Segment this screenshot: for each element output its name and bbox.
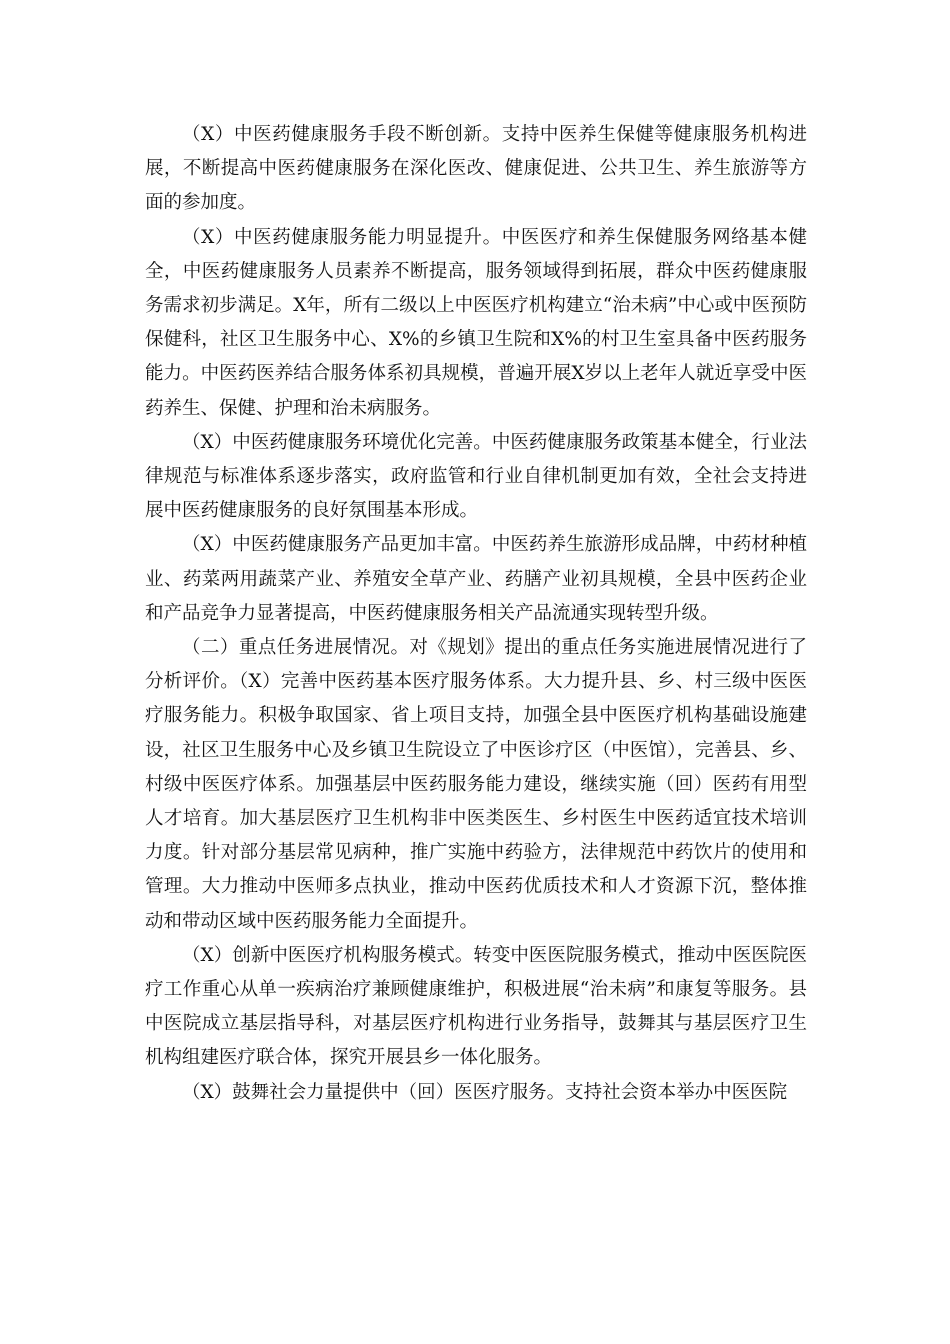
paragraph-service-products: （X）中医药健康服务产品更加丰富。中医药养生旅游形成品牌，中药材种植业、药菜两用蔬菜产业、养殖安全草产业、药膳产业初具规模，全县中医药企业和产品竞争力显著提高，中医药健康服务相关产品流通实现转型升级。 <box>145 534 807 624</box>
paragraph-service-model-innovation: （X）创新中医医疗机构服务模式。转变中医医院服务模式，推动中医医院医疗工作重心从单一疾病治疗兼顾健康维护，积极进展“治未病”和康复等服务。县中医院成立基层指导科，对基层医疗机构进行业务指导，鼓舞其与基层医疗卫生机构组建医疗联合体，探究开展县乡一体化服务。 <box>145 944 807 1069</box>
paragraph-health-service-innovation: （X）中医药健康服务手段不断创新。支持中医养生保健等健康服务机构进展，不断提高中医药健康服务在深化医改、健康促进、公共卫生、养生旅游等方面的参加度。 <box>145 124 807 214</box>
document-page <box>145 118 807 1110</box>
paragraph-service-capacity: （X）中医药健康服务能力明显提升。中医医疗和养生保健服务网络基本健全，中医药健康服务人员素养不断提高，服务领域得到拓展，群众中医药健康服务需求初步满足。X年，所有二级以上中医医疗机构建立“治未病”中心或中医预防保健科，社区卫生服务中心、X%的乡镇卫生院和X%的村卫生室具备中医药服务能力。中医药医养结合服务体系初具规模，普遍开展X岁以上老年人就近享受中医药养生、保健、护理和治未病服务。 <box>145 226 807 419</box>
paragraph-social-forces: （X）鼓舞社会力量提供中（回）医医疗服务。支持社会资本举办中医医院 <box>182 1081 788 1103</box>
paragraph-key-tasks-progress: （二）重点任务进展情况。对《规划》提出的重点任务实施进展情况进行了分析评价。（X）完善中医药基本医疗服务体系。大力提升县、乡、村三级中医医疗服务能力。积极争取国家、省上项目支持，加强全县中医医疗机构基础设施建设，社区卫生服务中心及乡镇卫生院设立了中医诊疗区（中医馆），完善县、乡、村级中医医疗体系。加强基层中医药服务能力建设，继续实施（回）医药有用型人才培育。加大基层医疗卫生机构非中医类医生、乡村医生中医药适宜技术培训力度。针对部分基层常见病种，推广实施中药验方，法律规范中药饮片的使用和管理。大力推动中医师多点执业，推动中医药优质技术和人才资源下沉，整体推动和带动区域中医药服务能力全面提升。 <box>145 637 807 932</box>
paragraph-service-environment: （X）中医药健康服务环境优化完善。中医药健康服务政策基本健全，行业法律规范与标准体系逐步落实，政府监管和行业自律机制更加有效，全社会支持进展中医药健康服务的良好氛围基本形成。 <box>145 431 807 522</box>
